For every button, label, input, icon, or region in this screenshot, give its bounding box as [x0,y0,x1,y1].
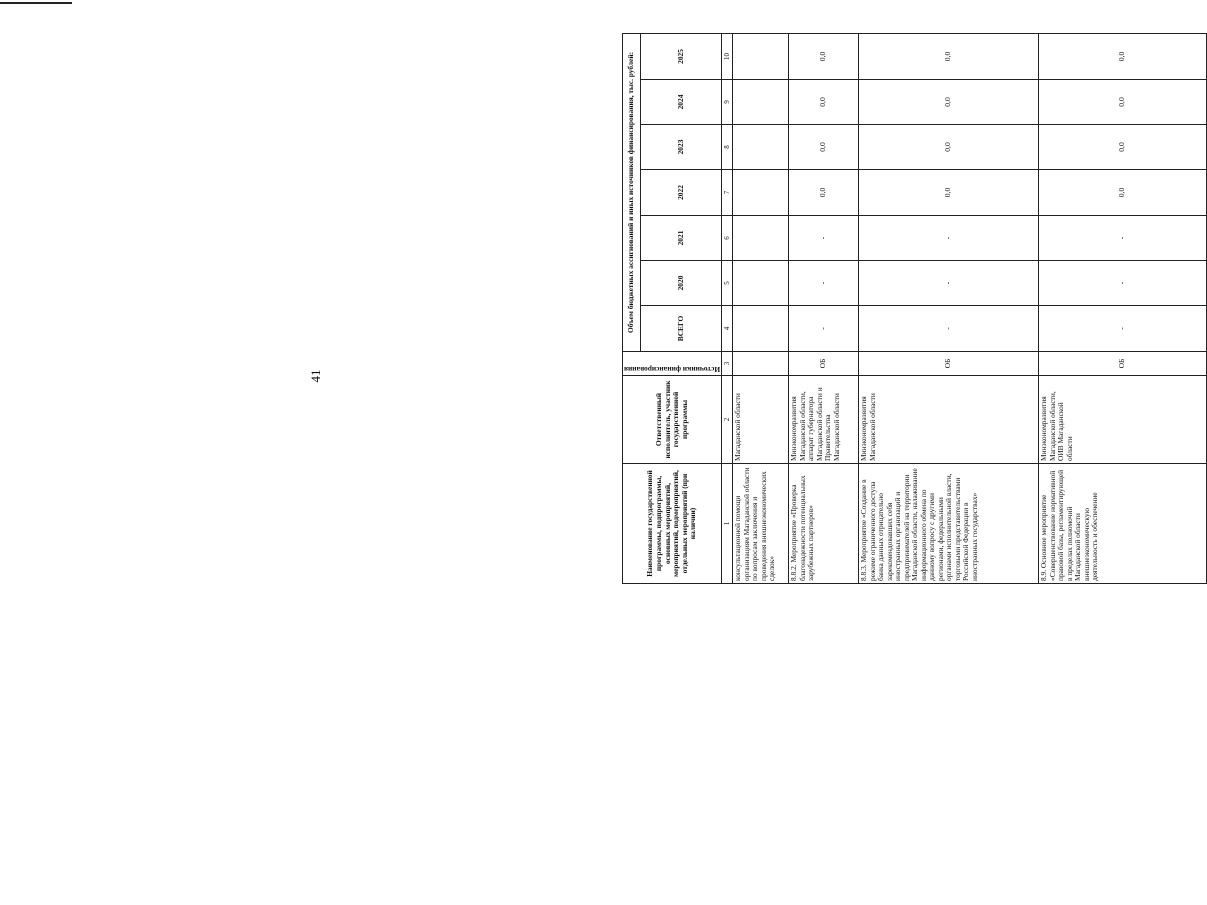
row-name: 8.8.3. Мероприятие «Создание в режиме ограниченного доступа банка данных отрицательно зарекомендовавших себя иностранных организаций и предпринимателей на территории Магаданской области, налаживание информационного обмена по данному вопросу с другими регионами, федеральными органами исполнительной власти, торговыми представительствами Российской Федерации в иностранных государствах» [859,464,1039,584]
column-number: 10 [722,33,733,79]
row-value: - [1039,306,1207,352]
row-source: ОБ [789,352,859,376]
column-number: 2 [722,376,733,464]
row-value [733,216,789,261]
header-responsible: Ответственный исполнитель, участник государственной программы [623,376,722,464]
row-value [733,80,789,125]
header-volume-title: Объем бюджетных ассигнований и иных источников финансирования, тыс. рублей: [623,33,641,351]
row-value: 0,0 [859,33,1039,79]
row-value [733,261,789,306]
row-value [733,125,789,170]
row-value: 0,0 [859,80,1039,125]
row-name: 8.8.2. Мероприятие «Проверка благонадежности потенциальных зарубежных партнеров» [789,464,859,584]
row-responsible: Минэкономразвития Магаданской области, аппарат губернатора Магаданской области и Правительства Магаданской области [789,376,859,464]
row-value: - [789,216,859,261]
row-value: 0,0 [789,33,859,79]
row-responsible: Минэкономразвития Магаданской области [859,376,1039,464]
row-source [733,352,789,376]
table-row [859,33,1039,583]
header-year-2025: 2025 [641,33,722,79]
header-year-total: ВСЕГО [641,306,722,352]
table-row [789,33,859,583]
column-number: 1 [722,464,733,584]
page-number: 41 [308,369,323,383]
row-value: - [789,261,859,306]
row-value: 0,0 [1039,170,1207,216]
row-value: - [859,216,1039,261]
row-value: - [859,261,1039,306]
column-number: 3 [722,352,733,376]
row-value: - [1039,216,1207,261]
row-value [733,170,789,216]
header-source [623,352,722,376]
financing-table [622,33,1207,584]
row-source: ОБ [859,352,1039,376]
row-value: 0,0 [789,80,859,125]
row-value [733,33,789,79]
row-responsible: Магаданской области [733,376,789,464]
column-number: 9 [722,80,733,125]
column-number: 6 [722,216,733,261]
header-year-2024: 2024 [641,80,722,125]
row-value: 0,0 [1039,125,1207,170]
header-year-2023: 2023 [641,125,722,170]
row-value: - [859,306,1039,352]
row-name: 8.9. Основное мероприятие «Совершенствование нормативной правовой базы, регламентирующей в пределах полномочий Магаданской области внешнеэкономическую деятельность и обеспечение [1039,464,1207,584]
row-value: 0,0 [789,125,859,170]
column-number: 4 [722,306,733,352]
header-year-2021: 2021 [641,216,722,261]
row-value [733,306,789,352]
row-value: 0,0 [859,170,1039,216]
row-value: 0,0 [789,170,859,216]
header-year-2020: 2020 [641,261,722,306]
header-name: Наименование государственной программы, подпрограммы, основных мероприятий, мероприятий, подмероприятий, отдельных мероприятий (при наличии) [623,464,722,584]
table-row [733,33,789,583]
table-row [1039,33,1207,583]
row-value: - [1039,261,1207,306]
row-value: - [789,306,859,352]
top-rule-mark [0,2,72,4]
row-value: 0,0 [1039,80,1207,125]
row-value: 0,0 [859,125,1039,170]
row-value: 0,0 [1039,33,1207,79]
row-responsible: Минэкономразвития Магаданской области, ОИВ Магаданской области [1039,376,1207,464]
column-number: 5 [722,261,733,306]
row-source: ОБ [1039,352,1207,376]
row-name: консультационной помощи организациям Магаданской области по вопросам заключения и проведения внешнеэкономических сделок» [733,464,789,584]
header-source-label: Источники финансирования [624,365,721,374]
rotated-table-page [622,0,1172,584]
column-number: 7 [722,170,733,216]
column-number: 8 [722,125,733,170]
header-year-2022: 2022 [641,170,722,216]
